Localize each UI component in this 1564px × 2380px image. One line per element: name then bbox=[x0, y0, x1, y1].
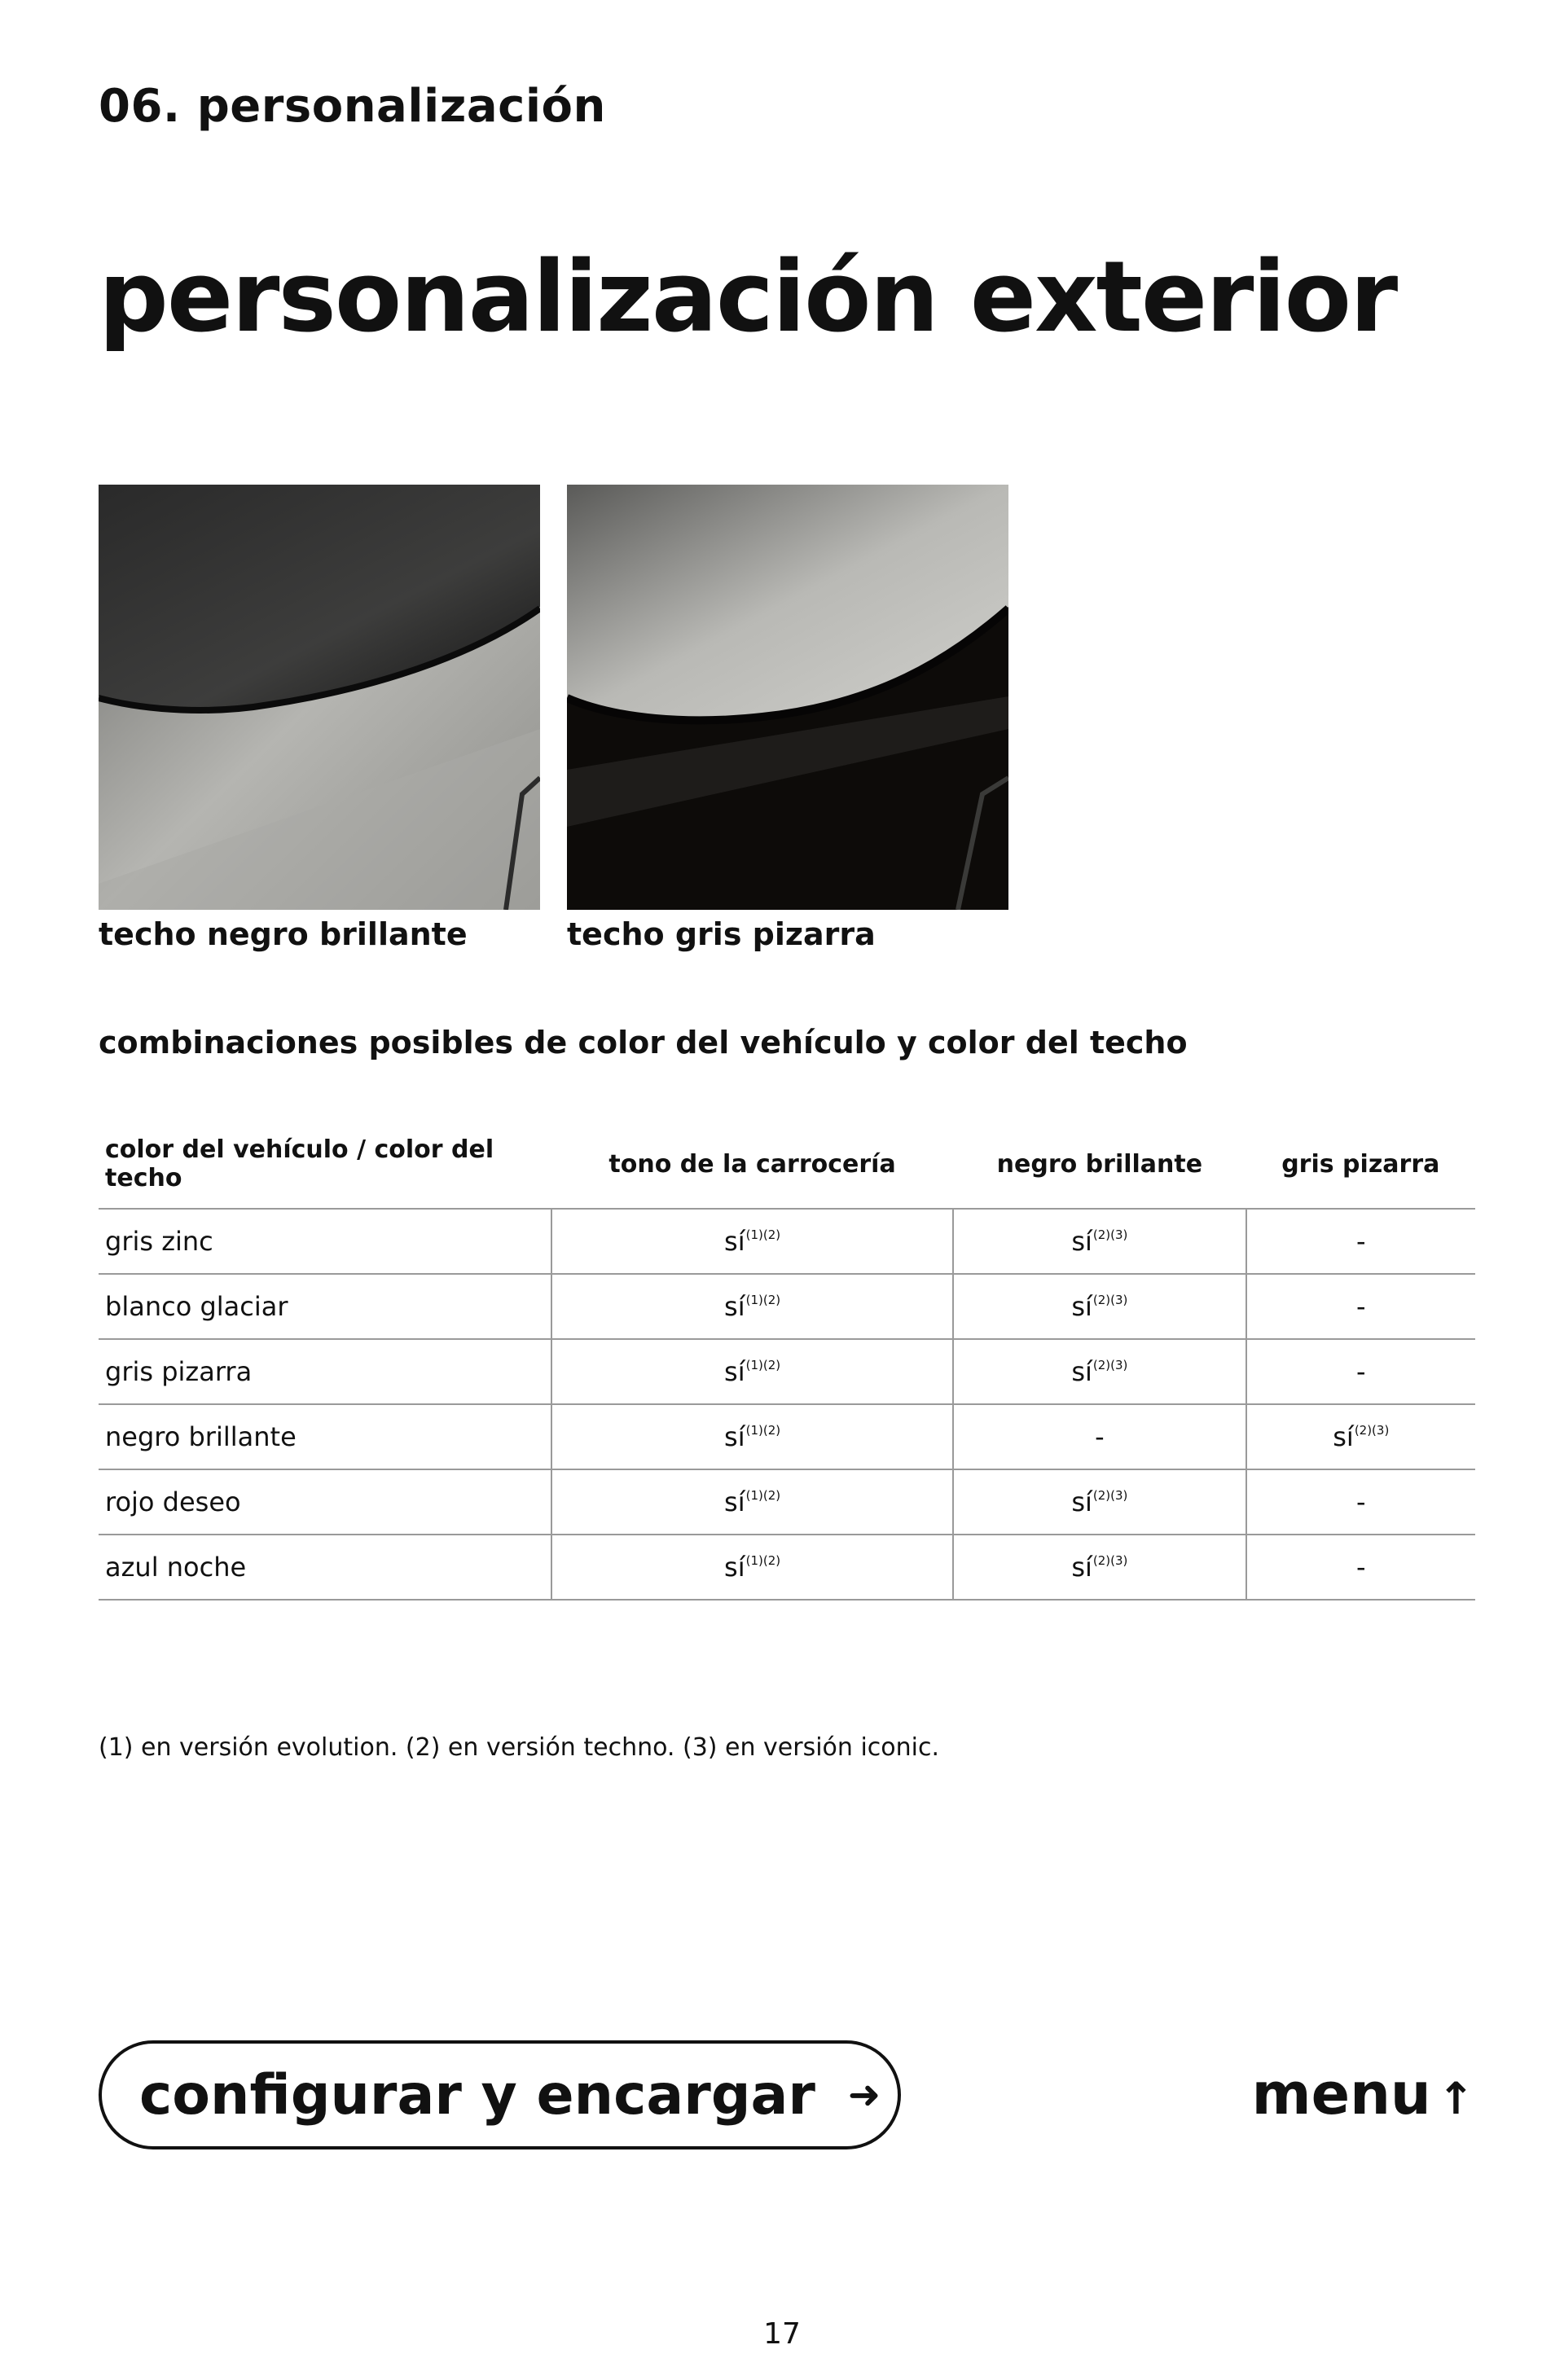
availability-value: - bbox=[1095, 1421, 1105, 1452]
availability-value: - bbox=[1356, 1226, 1366, 1257]
swatch-caption-black-roof: techo negro brillante bbox=[99, 916, 468, 952]
table-row bbox=[99, 1404, 1475, 1469]
vehicle-color-cell: gris zinc bbox=[99, 1209, 551, 1274]
availability-cell bbox=[551, 1339, 953, 1404]
swatch-caption-grey-roof: techo gris pizarra bbox=[567, 916, 876, 952]
availability-cell bbox=[1246, 1469, 1475, 1535]
availability-cell bbox=[1246, 1209, 1475, 1274]
configure-and-order-button[interactable] bbox=[99, 2040, 901, 2149]
table-row bbox=[99, 1469, 1475, 1535]
availability-cell bbox=[551, 1469, 953, 1535]
availability-value: sí bbox=[724, 1356, 745, 1387]
footnote-reference: (1)(2) bbox=[745, 1358, 781, 1372]
page-title: personalización exterior bbox=[99, 241, 1397, 354]
section-heading bbox=[99, 80, 606, 133]
availability-value: sí bbox=[724, 1291, 745, 1322]
footnote-reference: (2)(3) bbox=[1092, 1553, 1128, 1568]
availability-cell bbox=[953, 1535, 1245, 1600]
availability-value: sí bbox=[724, 1226, 745, 1257]
section-number: 06. bbox=[99, 80, 181, 133]
menu-label: menu bbox=[1251, 2061, 1431, 2128]
footnote-reference: (1)(2) bbox=[745, 1227, 781, 1242]
column-header-body-tone: tono de la carrocería bbox=[551, 1120, 953, 1209]
column-header-glossy-black: negro brillante bbox=[953, 1120, 1245, 1209]
availability-value: - bbox=[1356, 1552, 1366, 1583]
availability-cell bbox=[1246, 1274, 1475, 1339]
vehicle-color-cell: negro brillante bbox=[99, 1404, 551, 1469]
table-heading: combinaciones posibles de color del vehículo y color del techo bbox=[99, 1025, 1188, 1060]
footnote-reference: (2)(3) bbox=[1092, 1293, 1128, 1307]
availability-value: sí bbox=[1071, 1226, 1092, 1257]
footnote-reference: (1)(2) bbox=[745, 1423, 781, 1438]
vehicle-color-cell: blanco glaciar bbox=[99, 1274, 551, 1339]
footnote-reference: (1)(2) bbox=[745, 1553, 781, 1568]
availability-value: - bbox=[1356, 1486, 1366, 1517]
availability-value: sí bbox=[724, 1486, 745, 1517]
availability-cell bbox=[1246, 1339, 1475, 1404]
availability-value: sí bbox=[1071, 1552, 1092, 1583]
availability-cell bbox=[551, 1404, 953, 1469]
table-row bbox=[99, 1209, 1475, 1274]
availability-cell bbox=[551, 1274, 953, 1339]
availability-cell bbox=[953, 1339, 1245, 1404]
availability-value: - bbox=[1356, 1291, 1366, 1322]
availability-value: sí bbox=[1071, 1291, 1092, 1322]
column-header-vehicle-roof: color del vehículo / color del techo bbox=[99, 1120, 551, 1209]
availability-cell bbox=[953, 1404, 1245, 1469]
table-header-row bbox=[99, 1120, 1475, 1209]
availability-cell bbox=[551, 1209, 953, 1274]
footnote-reference: (1)(2) bbox=[745, 1293, 781, 1307]
vehicle-color-cell: gris pizarra bbox=[99, 1339, 551, 1404]
availability-value: - bbox=[1356, 1356, 1366, 1387]
arrow-up-icon: ↑ bbox=[1437, 2073, 1474, 2124]
table-row bbox=[99, 1274, 1475, 1339]
page-number: 17 bbox=[763, 2317, 801, 2351]
availability-value: sí bbox=[724, 1421, 745, 1452]
availability-value: sí bbox=[1071, 1356, 1092, 1387]
footnote-reference: (2)(3) bbox=[1092, 1227, 1128, 1242]
availability-value: sí bbox=[1071, 1486, 1092, 1517]
swatch-image-black-roof bbox=[99, 485, 540, 910]
color-combination-table bbox=[99, 1120, 1475, 1601]
availability-cell bbox=[953, 1469, 1245, 1535]
availability-cell bbox=[953, 1209, 1245, 1274]
vehicle-color-cell: azul noche bbox=[99, 1535, 551, 1600]
menu-link[interactable] bbox=[1252, 2061, 1474, 2128]
availability-value: sí bbox=[1333, 1421, 1354, 1452]
table-row bbox=[99, 1339, 1475, 1404]
footnote-reference: (1)(2) bbox=[745, 1488, 781, 1503]
swatch-image-grey-roof bbox=[567, 485, 1008, 910]
footnote: (1) en versión evolution. (2) en versión techno. (3) en versión iconic. bbox=[99, 1733, 940, 1762]
vehicle-color-cell: rojo deseo bbox=[99, 1469, 551, 1535]
table-row bbox=[99, 1535, 1475, 1600]
footnote-reference: (2)(3) bbox=[1092, 1358, 1128, 1372]
availability-cell bbox=[1246, 1535, 1475, 1600]
column-header-slate-grey: gris pizarra bbox=[1246, 1120, 1475, 1209]
arrow-right-icon: ➜ bbox=[847, 2072, 881, 2118]
section-label: personalización bbox=[196, 80, 606, 133]
availability-cell bbox=[953, 1274, 1245, 1339]
footnote-reference: (2)(3) bbox=[1092, 1488, 1128, 1503]
availability-value: sí bbox=[724, 1552, 745, 1583]
configure-and-order-label: configurar y encargar bbox=[139, 2062, 815, 2128]
footnote-reference: (2)(3) bbox=[1354, 1423, 1390, 1438]
availability-cell bbox=[1246, 1404, 1475, 1469]
availability-cell bbox=[551, 1535, 953, 1600]
